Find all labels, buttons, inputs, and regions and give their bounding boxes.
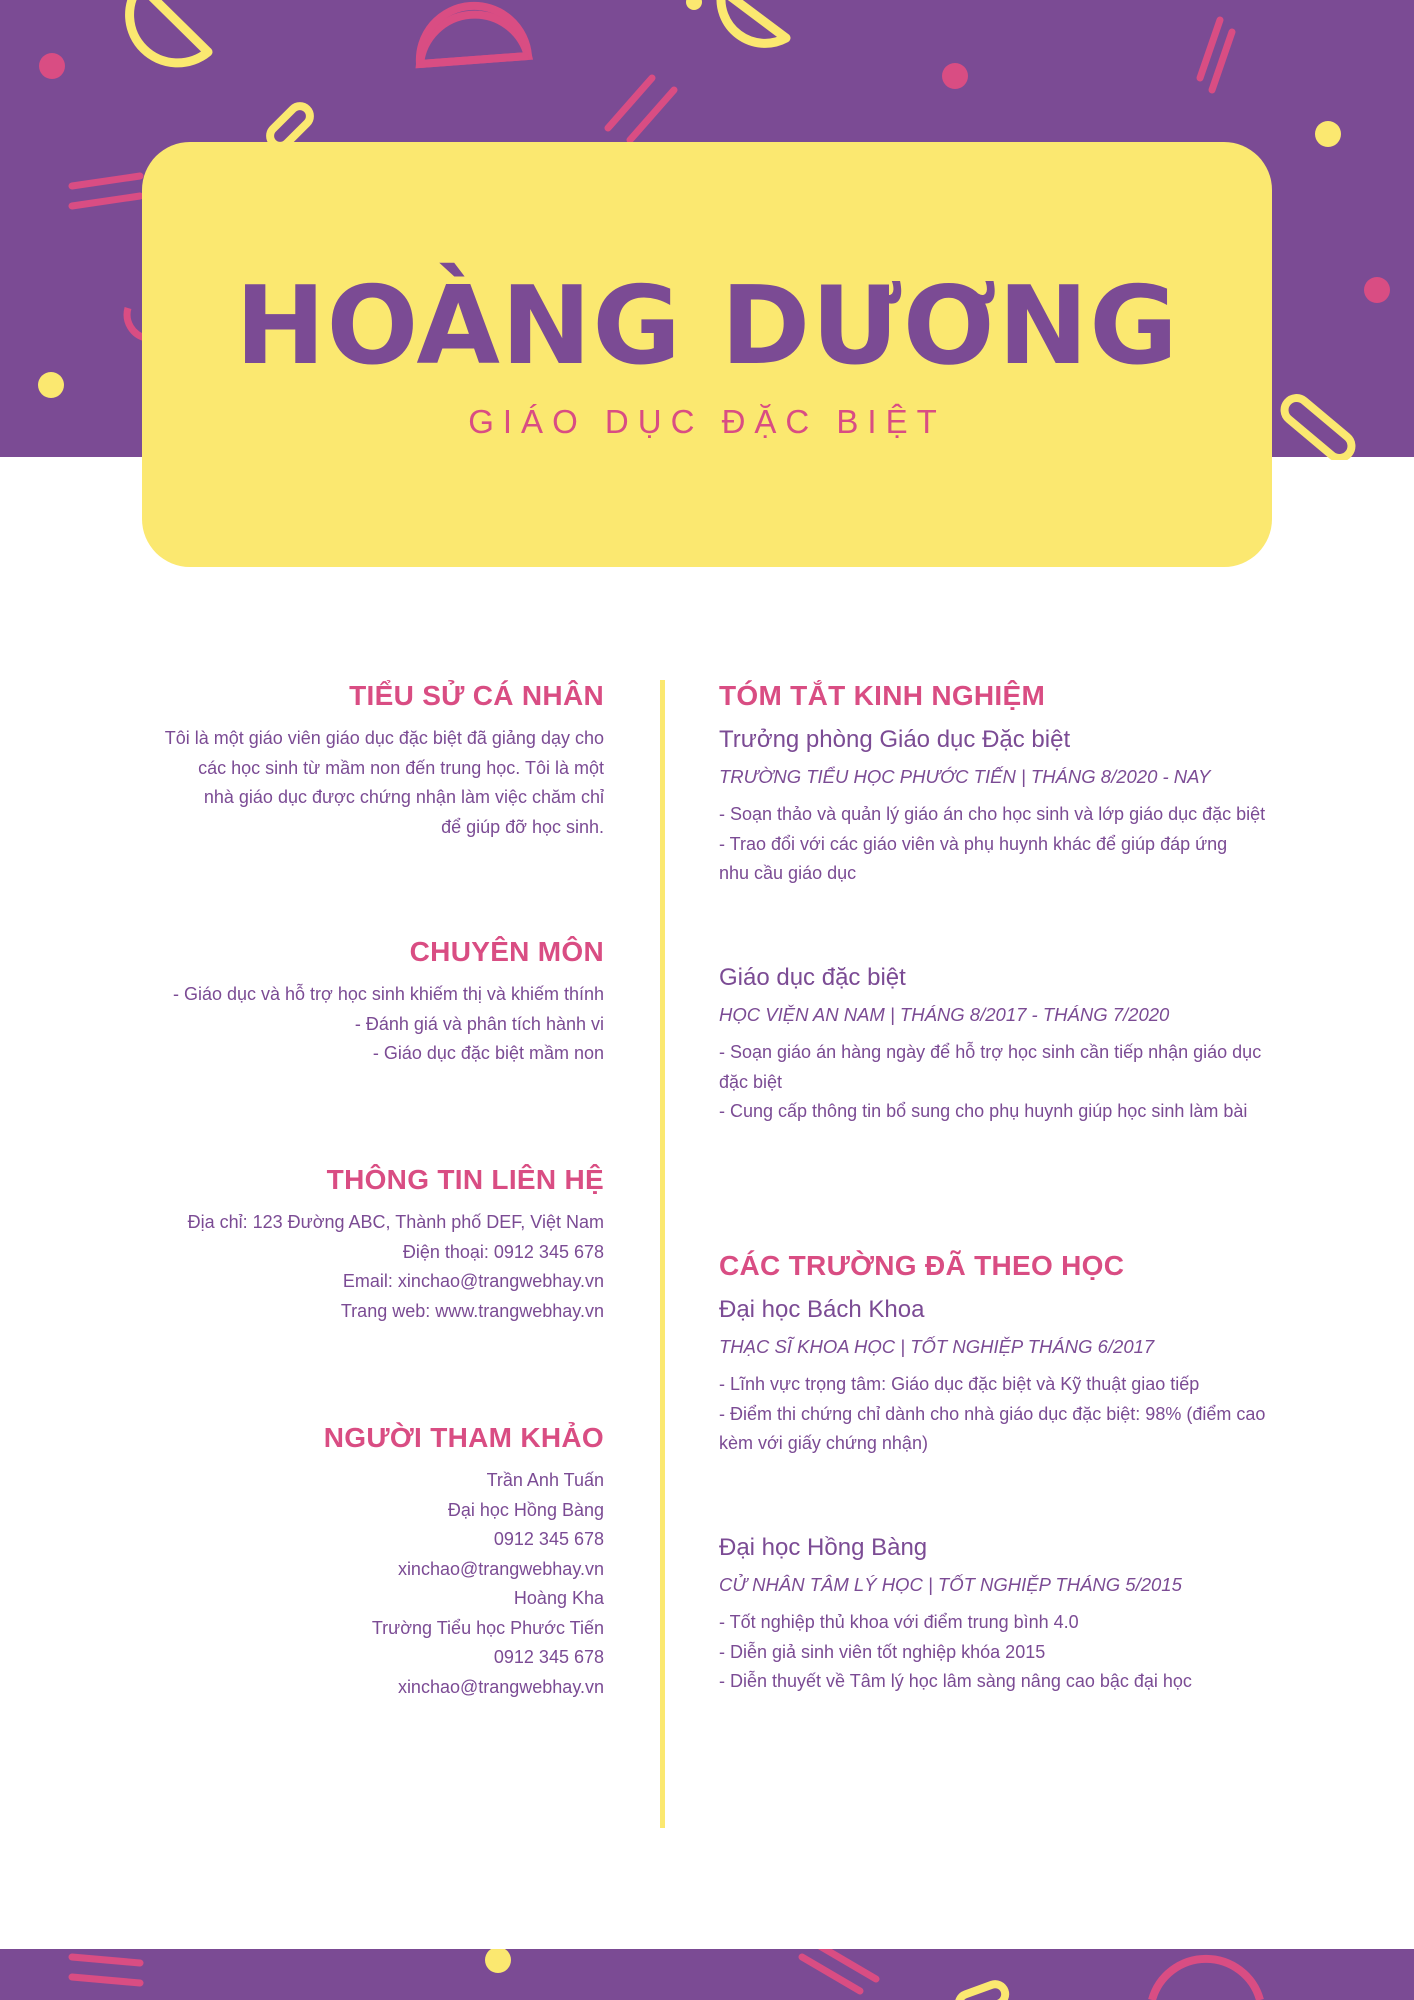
- list-item: - Giáo dục đặc biệt mầm non: [372, 1043, 604, 1063]
- job-description: [719, 1038, 1294, 1127]
- school-name: Đại học Hồng Bàng: [719, 1534, 928, 1561]
- section-title: CHUYÊN MÔN: [409, 936, 604, 967]
- text-line: - Tốt nghiệp thủ khoa với điểm trung bình 4.0: [719, 1612, 1079, 1632]
- text-line: Tôi là một giáo viên giáo dục đặc biệt đã giảng dạy cho: [164, 728, 604, 748]
- list-item: - Đánh giá và phân tích hành vi: [354, 1013, 604, 1034]
- text-line: - Trao đổi với các giáo viên và phụ huynh khác để giúp đáp ứng: [719, 833, 1228, 854]
- contact-list: [140, 1208, 604, 1326]
- reference-name: Hoàng Kha: [513, 1588, 604, 1608]
- list-item: - Giáo dục và hỗ trợ học sinh khiếm thị và khiếm thính: [172, 984, 604, 1004]
- school-description: [719, 1608, 1294, 1697]
- text-line: để giúp đỡ học sinh.: [441, 816, 604, 837]
- text-line: - Cung cấp thông tin bổ sung cho phụ huynh giúp học sinh làm bài: [719, 1101, 1248, 1121]
- job-description: [719, 800, 1294, 889]
- reference-name: Trần Anh Tuấn: [486, 1470, 604, 1490]
- reference-email[interactable]: xinchao@trangwebhay.vn: [397, 1558, 604, 1579]
- education-section: [719, 1248, 1294, 1459]
- job-subtitle: GIÁO DỤC ĐẶC BIỆT: [468, 403, 946, 440]
- section-title: TIỂU SỬ CÁ NHÂN: [349, 680, 604, 711]
- text-line: đặc biệt: [719, 1071, 783, 1092]
- reference-phone: 0912 345 678: [493, 1529, 604, 1549]
- job-title: Trưởng phòng Giáo dục Đặc biệt: [719, 726, 1071, 753]
- text-line: - Điểm thi chứng chỉ dành cho nhà giáo dục đặc biệt: 98% (điểm cao: [719, 1403, 1266, 1424]
- references-list: [140, 1466, 604, 1702]
- contact-phone: Điện thoại: 0912 345 678: [402, 1241, 604, 1262]
- job-title: Giáo dục đặc biệt: [719, 964, 906, 991]
- confetti-decoration: [0, 1949, 1414, 2000]
- job-meta: TRƯỜNG TIỂU HỌC PHƯỚC TIẾN | THÁNG 8/2020 - NAY: [719, 766, 1211, 787]
- experience-section: [719, 678, 1294, 889]
- school-name: Đại học Bách Khoa: [719, 1296, 925, 1323]
- text-line: các học sinh từ mầm non đến trung học. Tôi là một: [198, 757, 604, 778]
- text-line: nhu cầu giáo dục: [719, 863, 857, 883]
- expertise-section: [140, 934, 604, 1069]
- about-section: [140, 678, 604, 842]
- section-title: THÔNG TIN LIÊN HỆ: [326, 1164, 604, 1195]
- contact-section: [140, 1162, 604, 1326]
- contact-website[interactable]: Trang web: www.trangwebhay.vn: [340, 1300, 604, 1321]
- reference-org: Trường Tiểu học Phước Tiến: [371, 1617, 604, 1638]
- school-entry: [719, 1532, 1294, 1697]
- section-title: CÁC TRƯỜNG ĐÃ THEO HỌC: [719, 1250, 1125, 1281]
- expertise-list: [140, 980, 604, 1069]
- job-meta: HỌC VIỆN AN NAM | THÁNG 8/2017 - THÁNG 7/2020: [719, 1004, 1170, 1025]
- reference-email[interactable]: xinchao@trangwebhay.vn: [397, 1676, 604, 1697]
- reference-org: Đại học Hồng Bàng: [447, 1499, 604, 1520]
- section-title: NGƯỜI THAM KHẢO: [323, 1422, 604, 1453]
- text-line: - Soạn giáo án hàng ngày để hỗ trợ học sinh cần tiếp nhận giáo dục: [719, 1042, 1262, 1062]
- section-title: TÓM TẮT KINH NGHIỆM: [719, 680, 1046, 711]
- contact-address: Địa chỉ: 123 Đường ABC, Thành phố DEF, Việt Nam: [187, 1212, 604, 1232]
- footer-background: [0, 1949, 1414, 2000]
- text-line: - Lĩnh vực trọng tâm: Giáo dục đặc biệt và Kỹ thuật giao tiếp: [719, 1374, 1200, 1394]
- degree-meta: CỬ NHÂN TÂM LÝ HỌC | TỐT NGHIỆP THÁNG 5/2015: [719, 1574, 1182, 1595]
- about-text: [140, 724, 604, 842]
- school-description: [719, 1370, 1294, 1459]
- reference-phone: 0912 345 678: [493, 1647, 604, 1667]
- text-line: - Soạn thảo và quản lý giáo án cho học sinh và lớp giáo dục đặc biệt: [719, 804, 1266, 824]
- person-name: HOÀNG DƯƠNG: [235, 264, 1179, 389]
- text-line: kèm với giấy chứng nhận): [719, 1433, 928, 1453]
- text-line: - Diễn thuyết về Tâm lý học lâm sàng nâng cao bậc đại học: [719, 1671, 1192, 1691]
- references-section: [140, 1420, 604, 1702]
- job-entry: [719, 962, 1294, 1127]
- text-line: nhà giáo dục được chứng nhận làm việc chăm chỉ: [203, 787, 604, 807]
- column-divider: [660, 680, 665, 1828]
- contact-email[interactable]: Email: xinchao@trangwebhay.vn: [342, 1271, 604, 1291]
- text-line: - Diễn giả sinh viên tốt nghiệp khóa 2015: [719, 1641, 1046, 1662]
- degree-meta: THẠC SĨ KHOA HỌC | TỐT NGHIỆP THÁNG 6/2017: [719, 1336, 1155, 1357]
